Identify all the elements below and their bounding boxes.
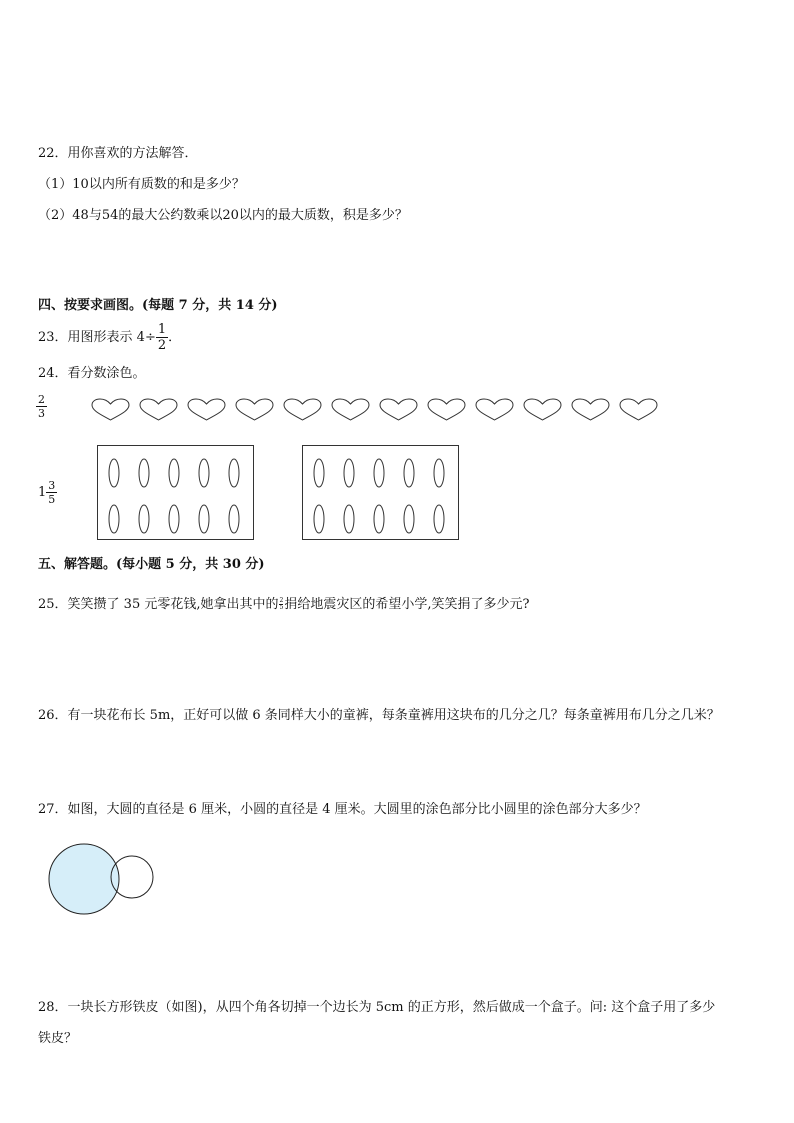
q25-frac-den: 5	[279, 604, 284, 611]
oval-shape	[229, 505, 239, 533]
oval-box-2	[302, 445, 459, 540]
oval-shape	[169, 505, 179, 533]
oval-shape	[109, 459, 119, 487]
q24-row1-frac-den: 3	[38, 407, 45, 420]
oval-shape	[344, 505, 354, 533]
oval-shape	[374, 459, 384, 487]
q25-after: 捐给地震灾区的希望小学,笑笑捐了多少元?	[284, 597, 530, 612]
heart-shape	[186, 398, 227, 422]
q22-title: 22．用你喜欢的方法解答．	[38, 146, 198, 161]
heart-shape	[234, 398, 275, 422]
heart-shape	[90, 398, 131, 422]
heart-shape	[426, 398, 467, 422]
oval-shape	[169, 459, 179, 487]
circles-figure	[46, 842, 158, 918]
oval-shape	[434, 459, 444, 487]
section4-title: 四、按要求画图。(每题 7 分，共 14 分)	[38, 298, 278, 313]
q26-text: 26．有一块花布长 5m，正好可以做 6 条同样大小的童裤，每条童裤用这块布的几分之几？每条童裤用布几分之几米？	[38, 708, 720, 723]
heart-shape	[282, 398, 323, 422]
q23-fraction	[156, 323, 168, 352]
oval-shape	[199, 459, 209, 487]
q24-row1-frac-num: 2	[38, 393, 45, 406]
heart-shape	[522, 398, 563, 422]
q25	[38, 597, 529, 613]
q27-text: 27．如图，大圆的直径是 6 厘米，小圆的直径是 4 厘米。大圆里的涂色部分比小圆里的涂色部分大多少？	[38, 802, 647, 817]
q23-frac-den: 2	[157, 338, 167, 353]
oval-shape	[314, 505, 324, 533]
q24-row1-fraction	[36, 394, 47, 419]
q23-suffix: ．	[168, 330, 182, 345]
oval-shape	[109, 505, 119, 533]
oval-shape	[139, 505, 149, 533]
oval-shape	[199, 505, 209, 533]
q24-title: 24．看分数涂色。	[38, 366, 146, 381]
oval-shape	[404, 505, 414, 533]
q22-part2: （2）48与54的最大公约数乘以20以内的最大质数，积是多少？	[38, 208, 408, 223]
oval-shape	[229, 459, 239, 487]
heart-shape	[474, 398, 515, 422]
q24-row2-frac-num: 3	[48, 479, 56, 492]
heart-shape	[330, 398, 371, 422]
q22-part1: （1）10以内所有质数的和是多少？	[38, 177, 245, 192]
big-circle	[49, 844, 119, 914]
q23-prefix: 23．用图形表示 4÷	[38, 330, 156, 345]
ovals-group-1	[98, 446, 255, 541]
oval-shape	[344, 459, 354, 487]
q24-row2-whole: 1	[38, 485, 47, 500]
heart-shape	[570, 398, 611, 422]
ovals-group-2	[303, 446, 460, 541]
heart-shape	[618, 398, 659, 422]
oval-box-1	[97, 445, 254, 540]
section5-title: 五、解答题。(每小题 5 分，共 30 分)	[38, 557, 265, 572]
q24-row2-fraction	[38, 478, 57, 508]
q23-frac-num: 1	[157, 322, 167, 337]
q25-before: 25．笑笑攒了 35 元零花钱,她拿出其中的	[38, 597, 279, 612]
q28-line2: 铁皮？	[38, 1031, 78, 1046]
q24-row2-frac-den: 5	[48, 493, 56, 506]
q23	[38, 323, 181, 353]
heart-shape	[138, 398, 179, 422]
hearts-row	[90, 398, 659, 422]
oval-shape	[374, 505, 384, 533]
oval-shape	[434, 505, 444, 533]
q28-line1: 28．一块长方形铁皮（如图)，从四个角各切掉一个边长为 5cm 的正方形，然后做成一个盒子。问: 这个盒子用了多少	[38, 1000, 716, 1015]
q25-fraction	[279, 598, 283, 611]
q25-frac-num: 2	[279, 597, 284, 604]
heart-shape	[378, 398, 419, 422]
oval-shape	[404, 459, 414, 487]
oval-shape	[314, 459, 324, 487]
oval-shape	[139, 459, 149, 487]
